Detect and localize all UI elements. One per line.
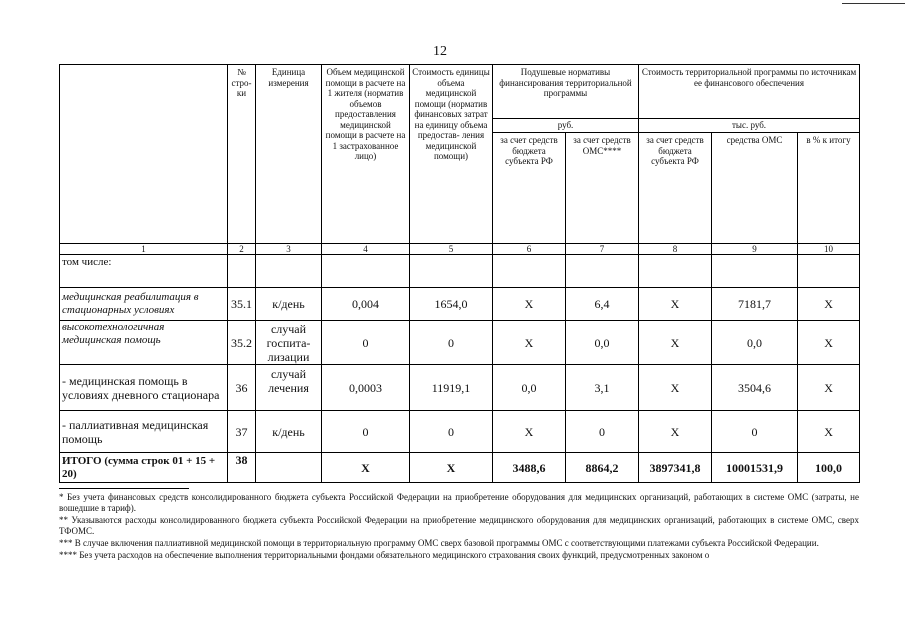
row-number [228, 255, 256, 288]
row-unit: случай госпита- лизации [256, 321, 322, 365]
footnote: *** В случае включения паллиативной медицинской помощи в территориальную программу ОМС сверх базовой программы ОМС с соответствующими платежами субъекта Российской Федерации. [59, 538, 819, 548]
row-unit: к/день [256, 411, 322, 453]
footnote-divider [59, 488, 189, 489]
page-number: 12 [433, 44, 447, 59]
header-thous-rub: тыс. руб. [639, 119, 860, 133]
top-edge-line [842, 3, 905, 4]
column-number: 7 [566, 244, 639, 255]
row-col9: 0 [712, 411, 798, 453]
row-col9: 0,0 [712, 321, 798, 365]
header-volume: Объем медицинской помощи в расчете на 1 жителя (норматив объемов предоставления медицинской помощи в расчете на 1 застрахованное лицо) [322, 65, 410, 244]
row-name: - паллиативная медицинская помощь [60, 411, 228, 453]
total-label: ИТОГО (сумма строк 01 + 15 + 20) [60, 453, 228, 483]
total-col8: 3897341,8 [639, 453, 712, 483]
table-row [60, 411, 860, 453]
row-col8 [639, 255, 712, 288]
column-number: 1 [60, 244, 228, 255]
row-number: 36 [228, 365, 256, 411]
row-col9 [712, 255, 798, 288]
header-row [60, 65, 860, 119]
row-col10: Х [798, 321, 860, 365]
header-budget-thous: за счет средств бюджета субъекта РФ [639, 133, 712, 244]
row-name: высокотехнологичная медицинская помощь [60, 321, 228, 365]
row-number: 37 [228, 411, 256, 453]
row-col10: Х [798, 411, 860, 453]
row-col7: 0,0 [566, 321, 639, 365]
header-rub: руб. [493, 119, 639, 133]
row-col7: 6,4 [566, 288, 639, 321]
footnote: ** Указываются расходы консолидированного бюджета субъекта Российской Федерации на приобретение медицинского оборудования для медицинских организаций, работающих в системе ОМС, сверх ТФОМС. [59, 515, 859, 536]
total-col6: 3488,6 [493, 453, 566, 483]
table-row [60, 365, 860, 411]
row-name: том числе: [60, 255, 228, 288]
row-col6: Х [493, 321, 566, 365]
header-per-capita-group: Подушевые нормативы финансирования территориальной программы [493, 65, 639, 119]
row-col6: Х [493, 288, 566, 321]
column-number: 8 [639, 244, 712, 255]
row-col10: Х [798, 365, 860, 411]
row-col8: Х [639, 288, 712, 321]
footnotes [59, 488, 859, 562]
total-row-number: 38 [228, 453, 256, 483]
row-volume: 0 [322, 321, 410, 365]
header-budget-rub: за счет средств бюджета субъекта РФ [493, 133, 566, 244]
row-unit-cost: 0 [410, 321, 493, 365]
row-col8: Х [639, 411, 712, 453]
table-row [60, 288, 860, 321]
total-col9: 10001531,9 [712, 453, 798, 483]
row-name: - медицинская помощь в условиях дневного стационара [60, 365, 228, 411]
column-number: 10 [798, 244, 860, 255]
row-unit: к/день [256, 288, 322, 321]
row-col7 [566, 255, 639, 288]
row-name: медицинская реабилитация в стационарных условиях [60, 288, 228, 321]
row-unit-cost [410, 255, 493, 288]
row-col7: 3,1 [566, 365, 639, 411]
total-volume: Х [322, 453, 410, 483]
footnote: **** Без учета расходов на обеспечение выполнения территориальными фондами обязательного медицинского страхования своих функций, предусмотренных законом о [59, 550, 710, 560]
column-number-row [60, 244, 860, 255]
header-cost-group: Стоимость территориальной программы по источникам ее финансового обеспечения [639, 65, 860, 119]
row-volume: 0,004 [322, 288, 410, 321]
row-col10: Х [798, 288, 860, 321]
row-unit-cost: 11919,1 [410, 365, 493, 411]
column-number: 2 [228, 244, 256, 255]
header-name-cell [60, 65, 228, 244]
row-volume: 0,0003 [322, 365, 410, 411]
column-number: 5 [410, 244, 493, 255]
total-unit [256, 453, 322, 483]
row-number: 35.2 [228, 321, 256, 365]
row-volume [322, 255, 410, 288]
total-col7: 8864,2 [566, 453, 639, 483]
financing-table [59, 64, 860, 483]
row-volume: 0 [322, 411, 410, 453]
total-col10: 100,0 [798, 453, 860, 483]
column-number: 9 [712, 244, 798, 255]
row-col8: Х [639, 321, 712, 365]
row-col6: Х [493, 411, 566, 453]
row-col7: 0 [566, 411, 639, 453]
header-oms-thous: средства ОМС [712, 133, 798, 244]
row-number: 35.1 [228, 288, 256, 321]
header-oms-rub: за счет средств ОМС**** [566, 133, 639, 244]
table-row [60, 321, 860, 365]
row-col8: Х [639, 365, 712, 411]
row-col6 [493, 255, 566, 288]
row-unit [256, 255, 322, 288]
table-row [60, 255, 860, 288]
header-unit-cost: Стоимость единицы объема медицинской помощи (норматив финансовых затрат на единицу объема предостав- ления медицинской помощи) [410, 65, 493, 244]
column-number: 4 [322, 244, 410, 255]
header-row-no: № стро- ки [228, 65, 256, 244]
footnote: * Без учета финансовых средств консолидированного бюджета субъекта Российской Федерации на приобретение оборудования для медицинских организаций, работающих в системе ОМС (затраты, не вошедшие в тариф). [59, 492, 859, 513]
row-unit-cost: 1654,0 [410, 288, 493, 321]
row-unit: случай лечения [256, 365, 322, 411]
row-col10 [798, 255, 860, 288]
row-col9: 7181,7 [712, 288, 798, 321]
row-col9: 3504,6 [712, 365, 798, 411]
row-col6: 0,0 [493, 365, 566, 411]
row-unit-cost: 0 [410, 411, 493, 453]
total-row [60, 453, 860, 483]
total-unit-cost: Х [410, 453, 493, 483]
header-percent: в % к итогу [798, 133, 860, 244]
column-number: 6 [493, 244, 566, 255]
column-number: 3 [256, 244, 322, 255]
header-unit: Единица измерения [256, 65, 322, 244]
